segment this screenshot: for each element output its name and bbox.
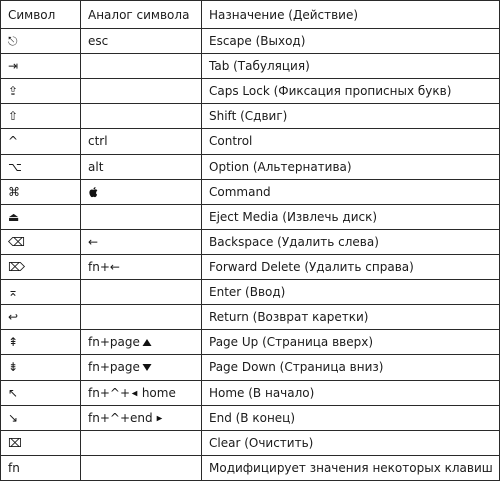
table-row: [1, 29, 500, 54]
table-row: [1, 229, 500, 254]
table-row: [1, 254, 500, 279]
header-symbol: Символ: [1, 1, 81, 29]
table-row: [1, 154, 500, 179]
purpose-cell: Enter (Ввод): [202, 280, 500, 305]
table-row: [1, 455, 500, 480]
page-up-symbol-icon: ⇞: [1, 330, 81, 355]
escape-symbol-icon: ⎋: [1, 29, 81, 54]
analog-cell: [81, 355, 202, 380]
header-analog: Аналог символа: [81, 1, 202, 29]
table-row: [1, 204, 500, 229]
purpose-cell: Backspace (Удалить слева): [202, 229, 500, 254]
purpose-cell: Clear (Очистить): [202, 430, 500, 455]
table-row: [1, 405, 500, 430]
purpose-cell: Shift (Сдвиг): [202, 104, 500, 129]
analog-cell: [81, 204, 202, 229]
eject-symbol-icon: ⏏: [1, 204, 81, 229]
analog-cell: [81, 380, 202, 405]
analog-cell: [81, 79, 202, 104]
analog-cell: [81, 430, 202, 455]
shift-symbol-icon: ⇧: [1, 104, 81, 129]
end-symbol-icon: ↘: [1, 405, 81, 430]
table-row: [1, 104, 500, 129]
analog-cell: fn+←: [81, 254, 202, 279]
table-row: [1, 380, 500, 405]
table-row: [1, 330, 500, 355]
table-row: [1, 355, 500, 380]
tab-symbol-icon: ⇥: [1, 54, 81, 79]
triangle-right-icon: [156, 414, 163, 423]
apple-logo-icon: [88, 186, 99, 198]
table-row: [1, 179, 500, 204]
command-symbol-icon: ⌘: [1, 179, 81, 204]
purpose-cell: Return (Возврат каретки): [202, 305, 500, 330]
control-symbol-icon: ^: [1, 129, 81, 154]
analog-text: fn+page: [88, 335, 140, 350]
home-symbol-icon: ↖: [1, 380, 81, 405]
purpose-cell: Home (В начало): [202, 380, 500, 405]
triangle-left-icon: [131, 389, 138, 398]
analog-cell: [81, 305, 202, 330]
analog-cell: [81, 330, 202, 355]
analog-text: fn+page: [88, 360, 140, 375]
analog-text: fn+^+: [88, 385, 130, 400]
purpose-cell: Escape (Выход): [202, 29, 500, 54]
table-row: [1, 54, 500, 79]
enter-symbol-icon: ⌅: [1, 280, 81, 305]
analog-cell: [81, 104, 202, 129]
purpose-cell: Модифицирует значения некоторых клавиш: [202, 455, 500, 480]
triangle-down-icon: [142, 363, 152, 372]
purpose-cell: Option (Альтернатива): [202, 154, 500, 179]
caps-lock-symbol-icon: ⇪: [1, 79, 81, 104]
purpose-cell: End (В конец): [202, 405, 500, 430]
table-row: [1, 79, 500, 104]
analog-cell: esc: [81, 29, 202, 54]
purpose-cell: Page Up (Страница вверх): [202, 330, 500, 355]
return-symbol-icon: ↩: [1, 305, 81, 330]
purpose-cell: Tab (Табуляция): [202, 54, 500, 79]
analog-cell: [81, 280, 202, 305]
analog-cell: [81, 54, 202, 79]
purpose-cell: Forward Delete (Удалить справа): [202, 254, 500, 279]
purpose-cell: Caps Lock (Фиксация прописных букв): [202, 79, 500, 104]
purpose-cell: Eject Media (Извлечь диск): [202, 204, 500, 229]
clear-symbol-icon: ⌧: [1, 430, 81, 455]
analog-cell: [81, 405, 202, 430]
backspace-symbol-icon: ⌫: [1, 229, 81, 254]
header-row: [1, 1, 500, 29]
table-row: [1, 305, 500, 330]
purpose-cell: Page Down (Страница вниз): [202, 355, 500, 380]
page-down-symbol-icon: ⇟: [1, 355, 81, 380]
table-row: [1, 280, 500, 305]
table-row: [1, 129, 500, 154]
option-symbol-icon: ⌥: [1, 154, 81, 179]
purpose-cell: Control: [202, 129, 500, 154]
analog-cell: alt: [81, 154, 202, 179]
fn-symbol: fn: [1, 455, 81, 480]
analog-cell: ctrl: [81, 129, 202, 154]
analog-cell: ←: [81, 229, 202, 254]
analog-cell: [81, 179, 202, 204]
triangle-up-icon: [142, 338, 152, 347]
forward-delete-symbol-icon: ⌦: [1, 254, 81, 279]
table-row: [1, 430, 500, 455]
purpose-cell: Command: [202, 179, 500, 204]
header-purpose: Назначение (Действие): [202, 1, 500, 29]
analog-suffix: home: [138, 385, 176, 400]
analog-text: fn+^+end: [88, 410, 153, 425]
analog-cell: [81, 455, 202, 480]
